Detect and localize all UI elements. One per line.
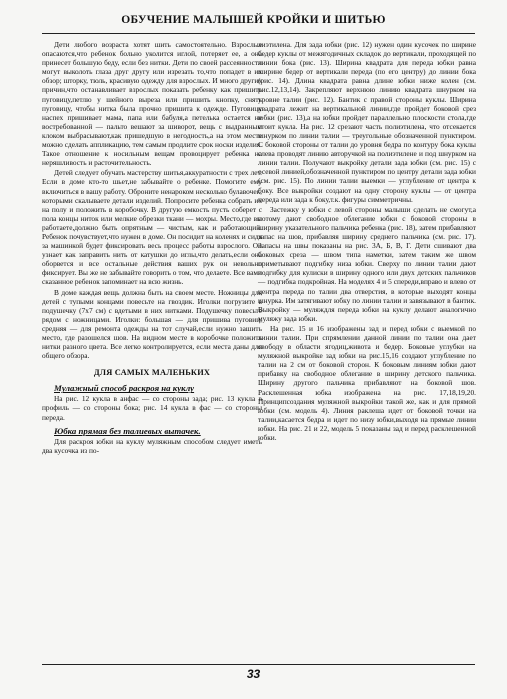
- paragraph: В доме каждая вещь должна быть на своем месте. Ножницы для детей с тупыми концами повесьте на гвоздик. Иголки погрузите в подушечку (7х7 см) с вдетыми в них нитками. Подушечку повесьте рядом с ножницами. Иголки: большая — для пришива пуговиц, средняя — для ремонта одежды на тот случай,если нужно зашить место, где разошелся шов. На видном месте в коробочке положить нитки разного цвета. Все легко контролируется, если места даны для общего обзора.: [42, 287, 262, 361]
- header-rule: [42, 33, 475, 34]
- page-number: 33: [246, 667, 261, 681]
- footer-rule: [42, 664, 475, 665]
- paragraph: На рис. 12 кукла в анфас — со стороны зада; рис. 13 кукла в профиль — со стороны бока; рис. 14 кукла в фас — со стороны переда.: [42, 394, 262, 422]
- page-header-title: ОБУЧЕНИЕ МАЛЫШЕЙ КРОЙКИ И ШИТЬЮ: [121, 14, 386, 26]
- paragraph: Детей следует обучать мастерству шитья,аккуратности с трех лет. Если в доме кто-то шьет,не забывайте о ребенке. Помогите ему включиться в вашу работу. Оброните ненароком несколько булавочек, которыми скалываете детали изделий. Попросите ребенка собрать их на полу и положить в коробочку. В другую емкость пусть соберет с пола концы ниток или мелкие обрезки ткани — мохры. Место,где вы работаете,должно быть опрятным — чистым, как и работающий. Ребенок почувствует,что нужен в доме. Он посидит на коленях и сидя за машинкой будет фиксировать весь процесс работы взрослого. Он узнает как заправить нить от катушки до иглы,что делать,если она оборвется и все остальные действия ваших рук он невольно фиксирует. Вы же не забывайте говорить о том, что делаете. Все вами сказанное ребенок запоминает на всю жизнь.: [42, 168, 262, 287]
- paragraph: На рис. 15 и 16 изображены зад и перед юбки с выемкой по линии талии. При спрямлении данной линии по талии она дает свободу в области ягодиц,живота и бедер. Боковые углубки на муляжной выкройке зад юбки на рис.15,16 создают углубление по талии на 2 см от боковой сторон. К боковым линиям юбки дают прибавку на свободное облегание в ширину детского пальчика. Ширину другого пальчика прибавляют на боковой шов. Расклешенная юбка изображена на рис. 17,18,19,20. Принципсоздания муляжной выкройки такой же, как и для прямой юбки (см. модель 4). Линия раклеша идет от боковой точки на талии,касается бедра и идет по низу юбки,выходя на прямые линии юбки. На рис. 21 и 22, модель 5 показаны зад и перед расклешенной юбки.: [258, 323, 476, 443]
- paragraph: лиэтилена. Для зада юбки (рис. 12) нужен один кусочек по ширине бедер куклы от межягодичных складок до вертикали, проходящей по линии бока (рис. 13). Ширина квадрата для переда юбки равна ширине бедер от вертикали переда (по его центру) до линии бока (рис. 14). Длина квадрата равна длине юбки ниже колен (см. рис.12,13,14). Закрепляют верхнюю линию квадрата шнурком на уровне талии (рис. 12). Бантик с правой стороны куклы. Ширина квадрата лежит на вертикальной линии,где пройдет боковой срез юбки (рис. 13),а на юбки пройдет параллельно плоскости стола,где стоит кукла. На рис. 12 срезают часть полиэтилена, что отсекается шнурком по линии талии — треугольные обозначенной пунктиром. С боковой стороны от талии до уровня бедра по контуру бока куклы слева проводят линию авторучкой на полиэтилене и под шнурком на линии талии. Получают выкройку детали зада юбки (см. рис. 15) с осевой линией,обозначенной пунктиром по центру детали зада юбки (см. рис. 15). По линии талии выемки — углубление от центра к боку. Все выкройки создают на одну сторону куклы — от центра переда или зада к боку,т.к. фигуры симметричны.: [258, 40, 476, 204]
- paragraph: Застежку у юбки с левой стороны малыши сделать не смогут,а потому дают свободное облегание юбки с боковой стороны в ширину указательного пальчика ребенка (рис. 18), затем прибавляют запас на шов, прибавляя ширину среднего пальчика (см. рис. 17). Запасы на швы показаны на рис. 3А, Б, В, Г. Дети сшивают два боковых среза — швом типа наметки, затем таким же швом приметывают подгибку низа юбки. Сверху по линии талии дают подгибку для кулиски в ширину одного или двух детских пальчиков — подгибка подкройная. На моделях 4 и 5 спереди,вправо и влево от центра переда по талии два отверстия, в которые выходят концы шнурка. Им затягивают юбку по линии талии и завязывают в бантик. Выкройку — муляждля переда юбки на куклу делают аналогично муляжу зада юбки.: [258, 204, 476, 323]
- paragraph: Для раскроя юбки на куклу муляжным способом следует иметь два кусочка из по-: [42, 436, 262, 455]
- subheading: Юбка прямая без талиевых вытачек.: [54, 425, 201, 436]
- subheading: Мулажный способ раскроя на куклу: [54, 383, 195, 394]
- section-heading: ДЛЯ САМЫХ МАЛЕНЬКИХ: [93, 368, 211, 378]
- right-column: [258, 40, 476, 442]
- left-column: [42, 40, 262, 455]
- paragraph: Дети любого возраста хотят шить самостоятельно. Взрослые опасаются,что ребенок больно уколится иглой, потеряет ее, а она принесет большую беду, если без нитки. Дети по своей рассеянности могут выколоть глаза друг другу или изрезать то,что попадет в их обзор; шторку, тюль, красивую одежду для взрослых. И много других причин,что останавливает взрослых показать ребенку как пришить пуговицу,петлю у шейного выреза или пришить кнопку, снять пуговицу, чтобы нитка была прочно пришита к одежде. Пуговицу наспех пришивает мама, папа или бабуля,а петелька остается не востребованной — пальто вешают за шиворот, вещь с выдранным клоком выбрасывают,как пришедшую в негодность,а на этом месте можно сделать аппликацию, тем самым продлите срок носки изделия. Такое отношение к носильным вещам провоцирует ребенка на неряшливость и расточительность.: [42, 40, 262, 168]
